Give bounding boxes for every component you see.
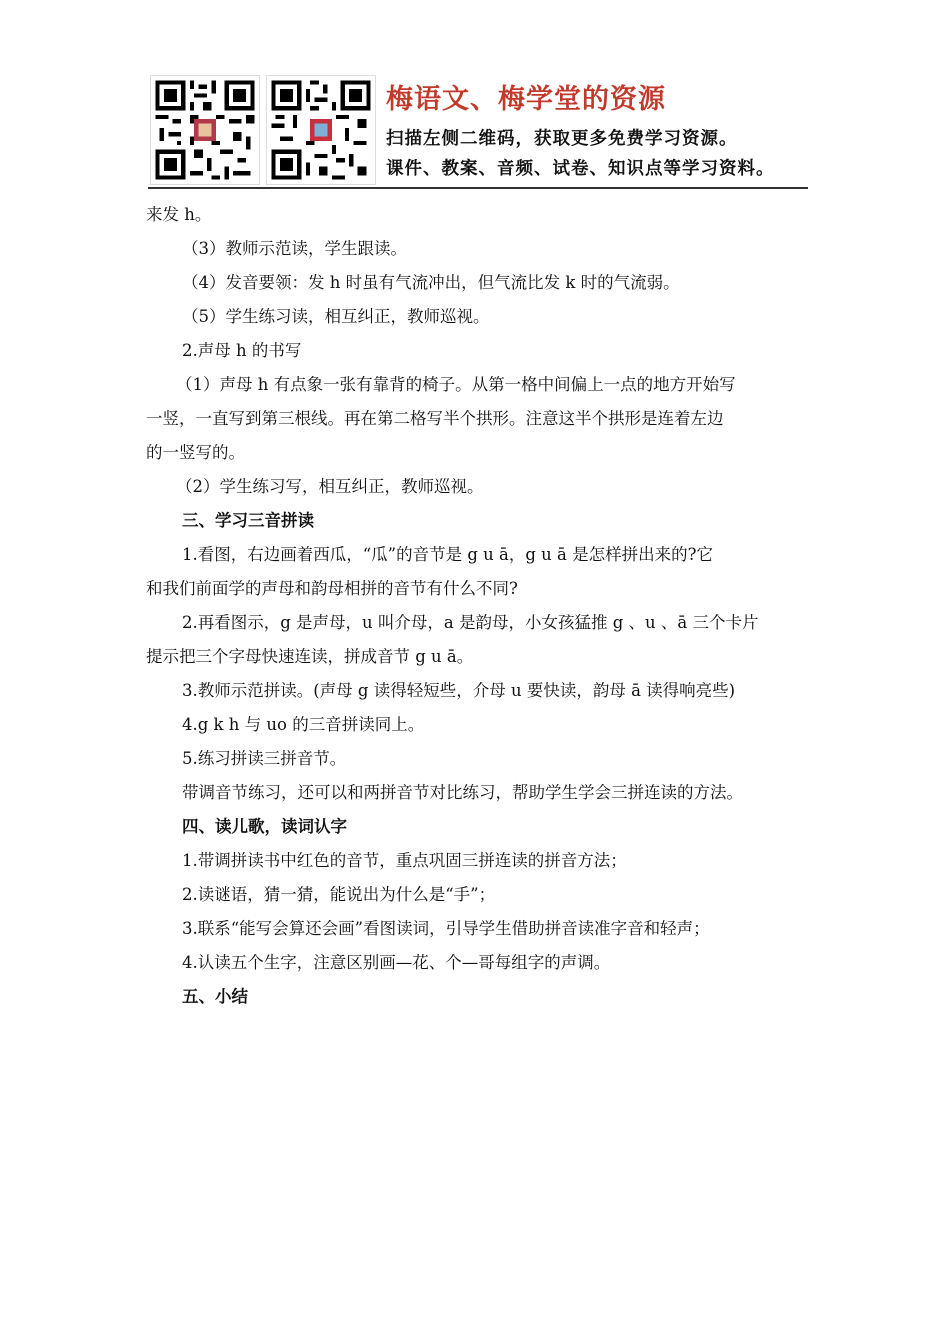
brand-subtitle-1: 扫描左侧二维码，获取更多免费学习资源。 [386, 129, 738, 149]
header-banner [148, 71, 808, 189]
paragraph: 来发 h。 [146, 205, 212, 224]
paragraph: 1.带调拼读书中红色的音节，重点巩固三拼连读的拼音方法； [182, 851, 627, 870]
paragraph: 3.教师示范拼读。(声母 g 读得轻短些，介母 u 要快读，韵母 ā 读得响亮些) [182, 681, 736, 700]
qr-code-image-1 [150, 75, 260, 185]
paragraph: 2.再看图示，g 是声母，u 叫介母，a 是韵母，小女孩猛推 g 、u 、ā 三个卡片 [182, 613, 759, 632]
paragraph: 的一竖写的。 [146, 443, 245, 462]
section-heading: 三、学习三音拼读 [182, 511, 314, 530]
paragraph: （3）教师示范读，学生跟读。 [182, 239, 407, 258]
paragraph: 带调音节练习，还可以和两拼音节对比练习，帮助学生学会三拼连读的方法。 [182, 783, 743, 802]
paragraph: 1.看图，右边画着西瓜，“瓜”的音节是 g u ā，g u ā 是怎样拼出来的?它 [182, 545, 713, 564]
paragraph: （4）发音要领：发 h 时虽有气流冲出，但气流比发 k 时的气流弱。 [182, 273, 680, 292]
paragraph: （2）学生练习写，相互纠正，教师巡视。 [176, 477, 484, 496]
paragraph: 3.联系“能写会算还会画”看图读词，引导学生借助拼音读准字音和轻声； [182, 919, 710, 938]
paragraph: 提示把三个字母快速连读，拼成音节 g u ā。 [146, 647, 474, 666]
paragraph: 2.读谜语，猜一猜，能说出为什么是“手”； [182, 885, 496, 904]
paragraph: 一竖，一直写到第三根线。再在第二格写半个拱形。注意这半个拱形是连着左边 [146, 409, 724, 428]
paragraph: 2.声母 h 的书写 [182, 341, 302, 360]
paragraph: 4.认读五个生字，注意区别画—花、个—哥每组字的声调。 [182, 953, 611, 972]
section-heading: 五、小结 [182, 987, 248, 1006]
paragraph: 5.练习拼读三拼音节。 [182, 749, 347, 768]
brand-title: 梅语文、梅学堂的资源 [386, 84, 666, 115]
document-body [146, 198, 816, 1014]
brand-subtitle-2: 课件、教案、音频、试卷、知识点等学习资料。 [386, 159, 775, 179]
paragraph: 和我们前面学的声母和韵母相拼的音节有什么不同? [146, 579, 518, 598]
paragraph: （1）声母 h 有点象一张有靠背的椅子。从第一格中间偏上一点的地方开始写 [176, 375, 736, 394]
banner-divider [148, 187, 808, 189]
qr-code-image-2 [266, 75, 376, 185]
paragraph: （5）学生练习读，相互纠正，教师巡视。 [182, 307, 490, 326]
section-heading: 四、读儿歌，读词认字 [182, 817, 347, 836]
paragraph: 4.g k h 与 uo 的三音拼读同上。 [182, 715, 425, 734]
